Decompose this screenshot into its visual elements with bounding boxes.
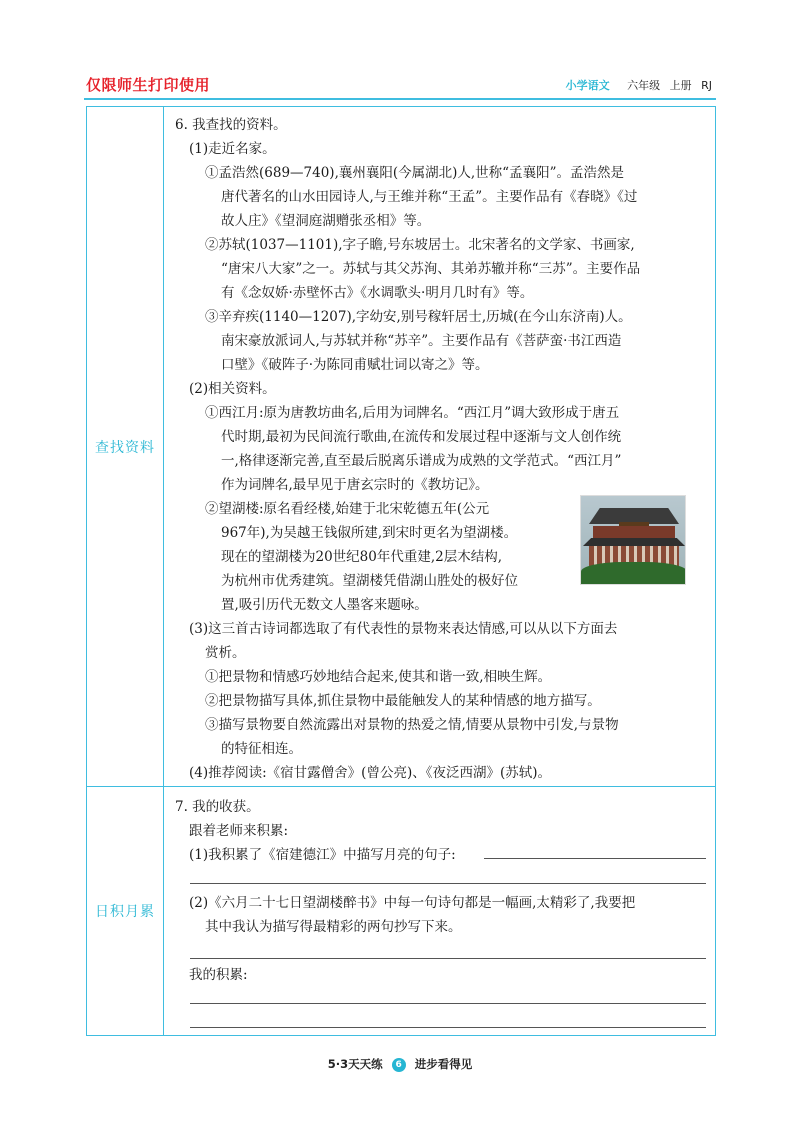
- accumulate-label: 日积月累: [95, 904, 155, 920]
- grade-label: 六年级: [627, 79, 661, 92]
- ss-line: “唐宋八大家”之一。苏轼与其父苏洵、其弟苏辙并称“三苏”。主要作品: [221, 261, 641, 277]
- q6-part4: (4)推荐阅读:《宿甘露僧舍》(曾公亮)、《夜泛西湖》(苏轼)。: [189, 765, 551, 781]
- volume-label: 上册: [669, 79, 692, 92]
- q6-title: 6. 我查找的资料。: [175, 117, 287, 133]
- xjy-line: 一,格律逐渐完善,直至最后脱离乐谱成为成熟的文学范式。“西江月”: [221, 453, 622, 469]
- xqj-line: ③辛弃疾(1140—1207),字幼安,别号稼轩居士,历城(在今山东济南)人。: [205, 309, 632, 325]
- p3-item: 的特征相连。: [221, 741, 302, 757]
- xqj-line: 口壁》《破阵子·为陈同甫赋壮词以寄之》等。: [221, 357, 489, 373]
- xjy-line: 作为词牌名,最早见于唐玄宗时的《教坊记》。: [221, 477, 489, 493]
- q7-part2-line: (2)《六月二十七日望湖楼醉书》中每一句诗句都是一幅画,太精彩了,我要把: [189, 895, 636, 911]
- research-side-label: [87, 107, 164, 786]
- answer-line[interactable]: [190, 958, 706, 959]
- ss-line: ②苏轼(1037—1101),字子瞻,号东坡居士。北宋著名的文学家、书画家,: [205, 237, 635, 253]
- book-info: [560, 77, 712, 93]
- xjy-line: ①西江月:原为唐教坊曲名,后用为词牌名。“西江月”调大致形成于唐五: [205, 405, 620, 421]
- whl-line: 置,吸引历代无数文人墨客来题咏。: [221, 597, 428, 613]
- q7-title: 7. 我的收获。: [175, 799, 260, 815]
- p3-item: ①把景物和情感巧妙地结合起来,使其和谐一致,相映生辉。: [205, 669, 552, 685]
- footer-brand: 5·3天天练: [327, 1057, 383, 1071]
- mhr-line: 唐代著名的山水田园诗人,与王维并称“王孟”。主要作品有《春晓》《过: [221, 189, 638, 205]
- xqj-line: 南宋豪放派词人,与苏轼并称“苏辛”。主要作品有《菩萨蛮·书江西造: [221, 333, 622, 349]
- wanghu-tower-photo: [580, 495, 686, 585]
- answer-line[interactable]: [190, 1003, 706, 1004]
- mhr-line: ①孟浩然(689—740),襄州襄阳(今属湖北)人,世称“孟襄阳”。孟浩然是: [205, 165, 624, 181]
- q7-mine: 我的积累:: [189, 967, 248, 983]
- footer-slogan: 进步看得见: [414, 1057, 473, 1071]
- q6-part2-title: (2)相关资料。: [189, 381, 276, 397]
- accumulate-side-label: [87, 787, 164, 1035]
- header-divider: [84, 98, 716, 100]
- research-label: 查找资料: [95, 439, 155, 456]
- print-notice: 仅限师生打印使用: [86, 76, 211, 94]
- p3-item: ②把景物描写具体,抓住景物中最能触发人的某种情感的地方描写。: [205, 693, 601, 709]
- whl-line: 为杭州市优秀建筑。望湖楼凭借湖山胜处的极好位: [221, 573, 518, 589]
- whl-line: 现在的望湖楼为20世纪80年代重建,2层木结构,: [221, 549, 503, 565]
- research-section: [86, 106, 716, 787]
- xjy-line: 代时期,最初为民间流行歌曲,在流传和发展过程中逐渐与文人创作统: [221, 429, 622, 445]
- q7-intro: 跟着老师来积累:: [189, 823, 289, 839]
- q6-part1-title: (1)走近名家。: [189, 141, 276, 157]
- p3-item: ③描写景物要自然流露出对景物的热爱之情,情要从景物中引发,与景物: [205, 717, 619, 733]
- footer-badge: 6: [392, 1058, 406, 1072]
- accumulate-section: [86, 787, 716, 1036]
- edition-label: RJ: [701, 79, 712, 92]
- answer-line[interactable]: [190, 883, 706, 884]
- ss-line: 有《念奴娇·赤壁怀古》《水调歌头·明月几时有》等。: [221, 285, 534, 301]
- answer-line[interactable]: [190, 1027, 706, 1028]
- whl-line: ②望湖楼:原名看经楼,始建于北宋乾德五年(公元: [205, 501, 490, 517]
- q6-part3-line: 赏析。: [205, 645, 246, 661]
- mhr-line: 故人庄》《望洞庭湖赠张丞相》等。: [221, 213, 431, 229]
- q7-part2-line: 其中我认为描写得最精彩的两句抄写下来。: [205, 919, 462, 935]
- whl-line: 967年),为吴越王钱俶所建,到宋时更名为望湖楼。: [221, 525, 518, 541]
- subject-label: 小学语文: [565, 79, 610, 92]
- page-footer: [0, 1056, 800, 1072]
- answer-line[interactable]: [484, 858, 706, 859]
- q7-part1: (1)我积累了《宿建德江》中描写月亮的句子:: [189, 847, 456, 863]
- q6-part3-line: (3)这三首古诗词都选取了有代表性的景物来表达情感,可以从以下方面去: [189, 621, 618, 637]
